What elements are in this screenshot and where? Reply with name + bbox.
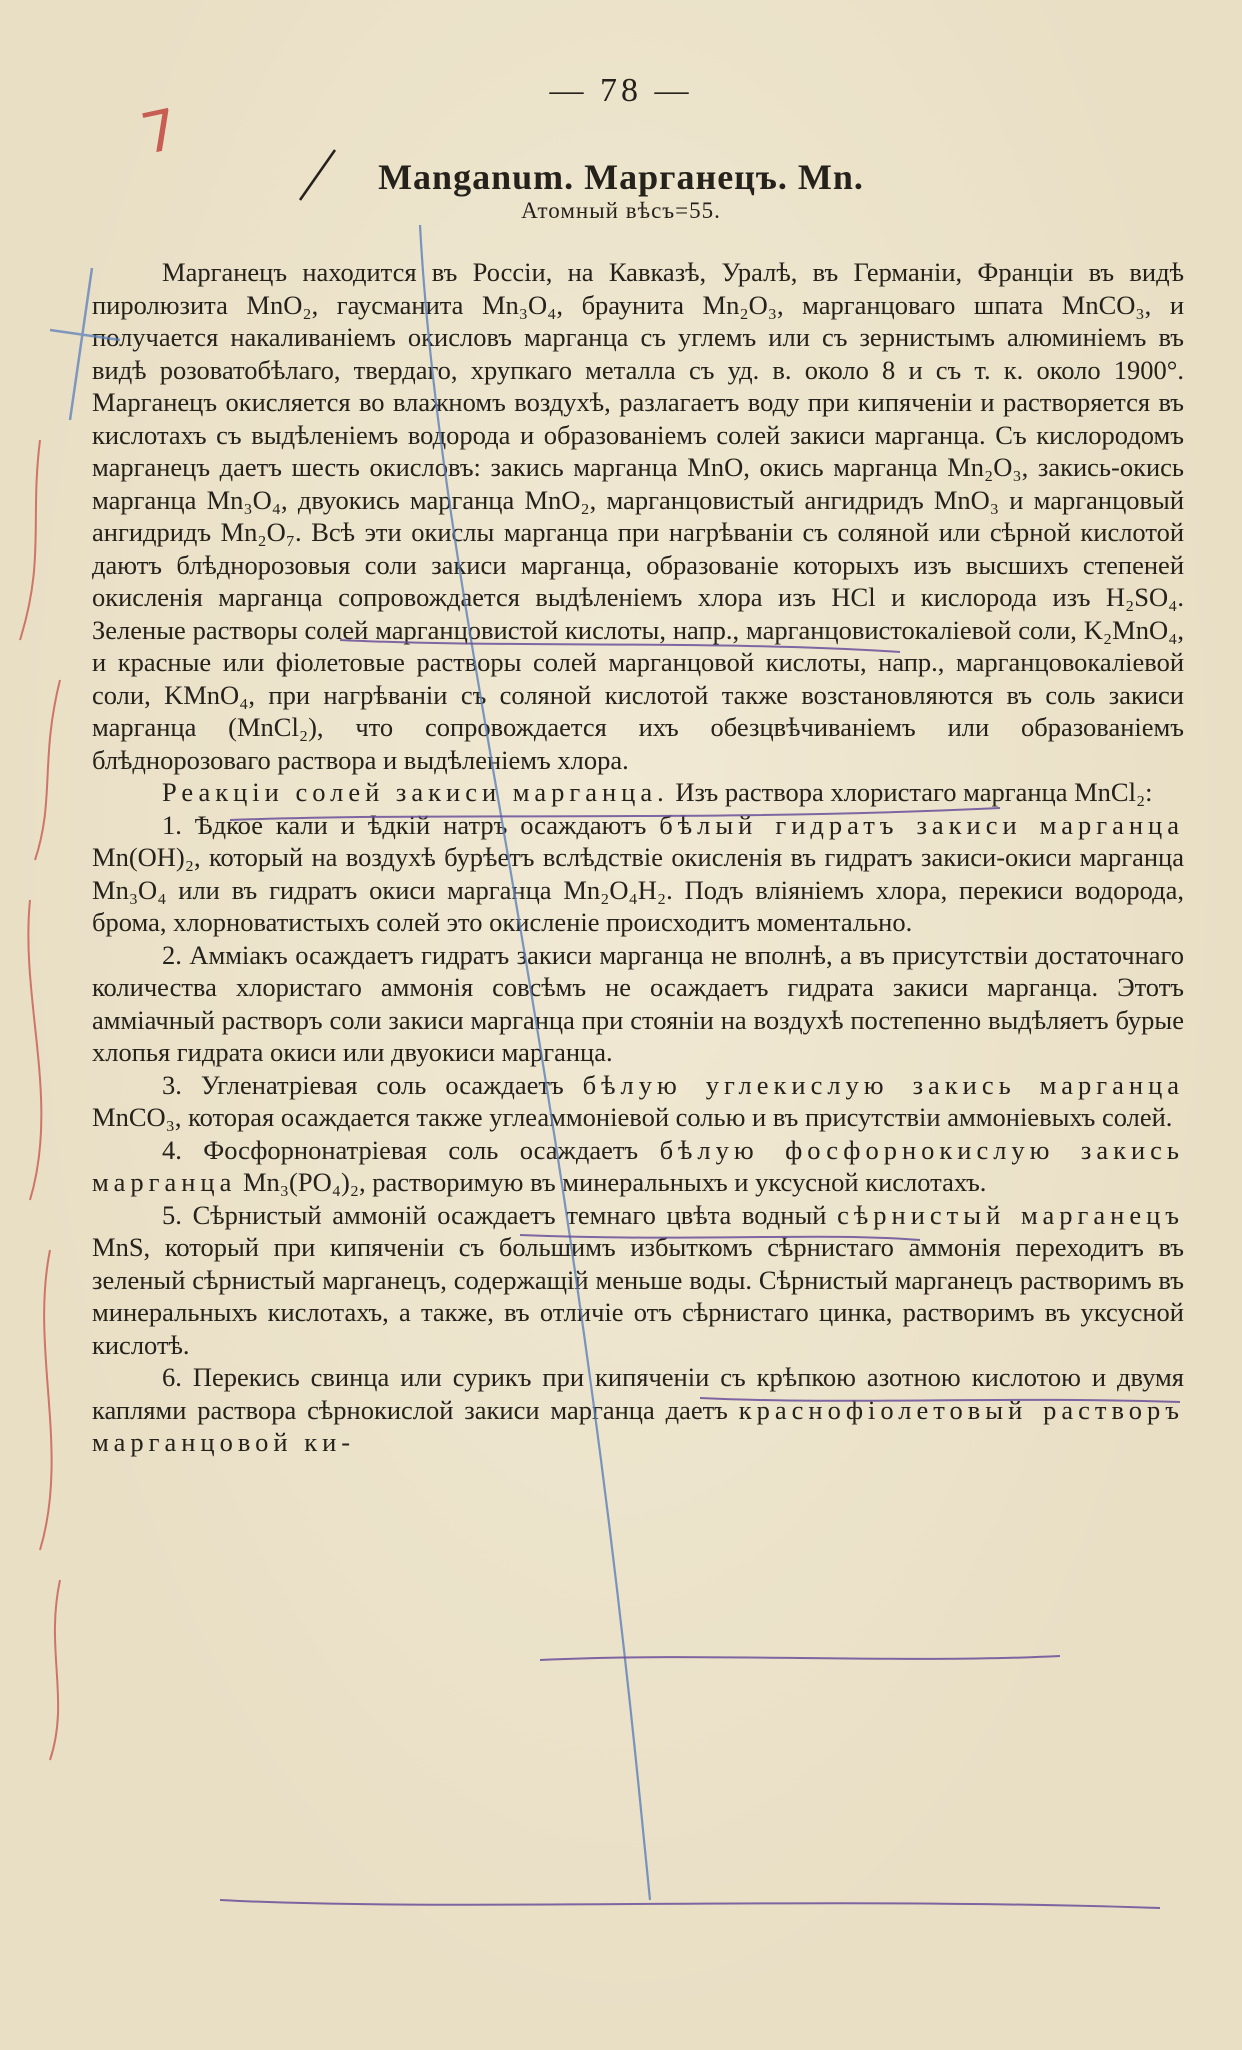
violet-underline-5 — [540, 1656, 1060, 1660]
item-text: Сѣрнистый аммоній осаждаетъ темнаго цвѣта водный — [192, 1199, 827, 1230]
item-number: 5. — [162, 1199, 182, 1230]
body-text — [92, 256, 1184, 1459]
page-title: Manganum. Марганецъ. Mn. — [378, 157, 864, 197]
reactions-paragraph — [92, 776, 1184, 809]
reaction-item-1 — [92, 809, 1184, 939]
reactions-lead: Изъ раствора хлористаго марганца MnCl₂: — [675, 777, 1153, 807]
reaction-item-4 — [92, 1134, 1184, 1199]
item-text: Фосфорнонатріевая соль осаждаетъ — [203, 1134, 639, 1165]
reaction-item-5 — [92, 1199, 1184, 1362]
item-emphasis: сѣрнистый марганецъ — [837, 1199, 1185, 1230]
item-text: Амміакъ осаждаетъ гидратъ закиси марганца не вполнѣ, а въ присутствіи достаточнаго количества хлористаго аммонія совсѣмъ не осаждаетъ гидрата закиси марганца. Этотъ амміачный растворъ соли закиси марганца при стояніи на воздухѣ постепенно выдѣляетъ бурые хлопья гидрата окиси или двуокиси марганца. — [92, 939, 1184, 1067]
item-emphasis: краснофіолетовый растворъ марганцовой ки- — [92, 1394, 1184, 1457]
item-text: Перекись свинца или сурикъ при кипяченіи съ крѣпкою азотною кислотою и двумя каплями раствора сѣрнокислой закиси марганца даетъ — [92, 1362, 1185, 1425]
item-text-cont: Mn(OH)₂, который на воздухѣ бурѣетъ вслѣдствіе окисленія въ гидратъ закиси-окиси марганца Mn₃O₄ или въ гидратъ окиси марганца Mn₂O₄H₂. Подъ вліяніемъ хлора, перекиси водорода, брома, хлорноватистыхъ солей это окисленіе происходитъ моментально. — [92, 842, 1184, 937]
page-number: — 78 — — [549, 72, 693, 109]
reactions-heading: Реакціи солей закиси марганца. — [162, 777, 669, 807]
atomic-weight-subtitle: Атомный вѣсъ=55. — [521, 198, 721, 223]
item-number: 6. — [162, 1362, 182, 1392]
item-text: Ѣдкое кали и ѣдкій натръ осаждаютъ — [194, 809, 647, 840]
reaction-item-3 — [92, 1069, 1184, 1134]
item-text-cont: MnS, который при кипяченіи съ большимъ избыткомъ сѣрнистаго аммонія переходитъ въ зеленый сѣрнистый марганецъ, содержащій меньше воды. Сѣрнистый марганецъ растворимъ въ минеральныхъ кислотахъ, а также, въ отличіе отъ сѣрнистаго цинка, растворимъ въ уксусной кислотѣ. — [92, 1232, 1184, 1360]
item-emphasis: бѣлую фосфорнокислую закись марганца — [92, 1134, 1185, 1197]
item-emphasis: бѣлый гидратъ закиси марганца — [659, 809, 1184, 840]
red-margin-note: 7 — [135, 97, 185, 168]
reaction-item-6 — [92, 1361, 1184, 1459]
item-number: 4. — [162, 1134, 182, 1165]
item-emphasis: бѣлую углекислую закись марганца — [582, 1069, 1185, 1100]
item-text-cont: Mn₃(PO₄)₂, растворимую въ минеральныхъ и уксусной кислотахъ. — [242, 1167, 987, 1197]
item-number: 2. — [162, 939, 182, 970]
violet-underline-6 — [220, 1900, 1160, 1908]
red-margin-scribble — [20, 440, 60, 1760]
item-text-cont: MnCO₃, которая осаждается также углеаммоніевой солью и въ присутствіи аммоніевыхъ солей. — [92, 1102, 1173, 1132]
item-number: 1. — [162, 809, 182, 840]
reaction-item-2 — [92, 939, 1184, 1069]
item-number: 3. — [162, 1069, 182, 1100]
item-text: Угленатріевая соль осаждаетъ — [200, 1069, 564, 1100]
intro-paragraph: Марганецъ находится въ Россіи, на Кавказѣ, Уралѣ, въ Германіи, Франціи въ видѣ пиролюзита MnO₂, гаусманита Mn₃O₄, браунита Mn₂O₃, марганцоваго шпата MnCO₃, и получается накаливаніемъ окисловъ марганца съ углемъ или съ зернистымъ алюминіемъ въ видѣ розоватобѣлаго, твердаго, хрупкаго металла съ уд. в. около 8 и съ т. к. около 1900°. Марганецъ окисляется во влажномъ воздухѣ, разлагаетъ воду при кипяченіи и растворяется въ кислотахъ съ выдѣленіемъ водорода и образованіемъ солей закиси марганца. Съ кислородомъ марганецъ даетъ шесть окисловъ: закись марганца MnO, окись марганца Mn₂O₃, закись-окись марганца Mn₃O₄, двуокись марганца MnO₂, марганцовистый ангидридъ MnO₃ и марганцовый ангидридъ Mn₂O₇. Всѣ эти окислы марганца при нагрѣваніи съ соляной или сѣрной кислотой даютъ блѣднорозовыя соли закиси марганца, образованіе которыхъ изъ высшихъ степеней окисленія марганца сопровождается выдѣленіемъ хлора изъ HCl и кислорода изъ H₂SO₄. Зеленые растворы солей марганцовистой кислоты, напр., марганцовистокаліевой соли, K₂MnO₄, и красные или фіолетовые растворы солей марганцовой кислоты, напр., марганцовокаліевой соли, KMnO₄, при нагрѣваніи съ соляной кислотой также возстановляются въ соль закиси марганца (MnCl₂), что сопровождается ихъ обезцвѣчиваніемъ или образованіемъ блѣднорозоваго раствора и выдѣленіемъ хлора. — [92, 257, 1184, 775]
